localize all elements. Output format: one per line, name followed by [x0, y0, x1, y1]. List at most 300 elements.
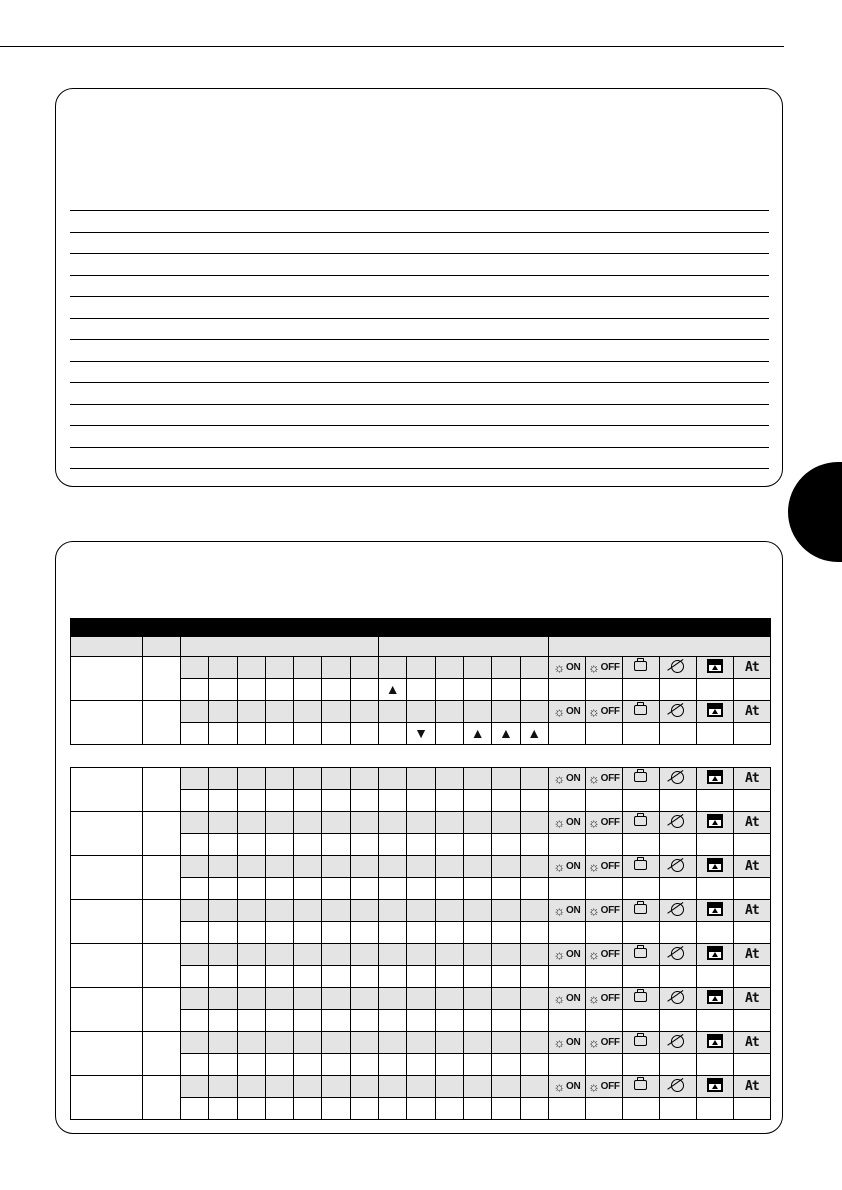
entry-cell[interactable] [322, 834, 350, 856]
entry-cell[interactable] [733, 790, 770, 812]
grid-cell[interactable] [492, 701, 520, 723]
grid-cell[interactable] [435, 944, 463, 966]
entry-cell[interactable] [585, 723, 622, 745]
grid-cell[interactable] [322, 944, 350, 966]
entry-cell[interactable] [520, 1010, 548, 1032]
grid-cell[interactable] [492, 768, 520, 790]
entry-cell[interactable] [585, 679, 622, 701]
grid-cell[interactable] [435, 1032, 463, 1054]
entry-number-cell[interactable] [143, 1076, 181, 1120]
entry-cell[interactable] [322, 790, 350, 812]
grid-cell[interactable] [492, 1032, 520, 1054]
entry-cell[interactable] [265, 1054, 293, 1076]
grid-cell[interactable] [265, 1076, 293, 1098]
entry-cell[interactable] [659, 834, 696, 856]
entry-cell[interactable] [350, 1054, 378, 1076]
grid-cell[interactable] [520, 701, 548, 723]
entry-cell[interactable] [585, 966, 622, 988]
entry-name-cell[interactable] [71, 944, 143, 988]
entry-cell[interactable] [350, 679, 378, 701]
entry-cell[interactable] [520, 679, 548, 701]
entry-cell[interactable] [622, 1054, 659, 1076]
entry-cell[interactable] [463, 723, 491, 745]
entry-cell[interactable] [379, 1098, 407, 1120]
grid-cell[interactable] [435, 812, 463, 834]
entry-cell[interactable] [350, 966, 378, 988]
grid-cell[interactable] [265, 812, 293, 834]
entry-cell[interactable] [350, 878, 378, 900]
entry-cell[interactable] [492, 834, 520, 856]
grid-cell[interactable] [322, 768, 350, 790]
entry-cell[interactable] [463, 679, 491, 701]
entry-name-cell[interactable] [71, 1032, 143, 1076]
entry-cell[interactable] [520, 922, 548, 944]
grid-cell[interactable] [209, 856, 237, 878]
grid-cell[interactable] [463, 812, 491, 834]
grid-cell[interactable] [322, 856, 350, 878]
entry-cell[interactable] [265, 723, 293, 745]
entry-cell[interactable] [322, 922, 350, 944]
entry-cell[interactable] [294, 966, 322, 988]
entry-cell[interactable] [435, 1054, 463, 1076]
grid-cell[interactable] [350, 944, 378, 966]
grid-cell[interactable] [237, 701, 265, 723]
entry-cell[interactable] [350, 1010, 378, 1032]
entry-cell[interactable] [520, 723, 548, 745]
entry-cell[interactable] [265, 878, 293, 900]
entry-cell[interactable] [548, 966, 585, 988]
entry-cell[interactable] [463, 966, 491, 988]
grid-cell[interactable] [379, 768, 407, 790]
entry-cell[interactable] [181, 1098, 209, 1120]
grid-cell[interactable] [407, 944, 435, 966]
grid-cell[interactable] [435, 701, 463, 723]
grid-cell[interactable] [209, 812, 237, 834]
entry-cell[interactable] [492, 878, 520, 900]
entry-cell[interactable] [209, 1098, 237, 1120]
entry-cell[interactable] [435, 1010, 463, 1032]
grid-cell[interactable] [350, 768, 378, 790]
grid-cell[interactable] [294, 1076, 322, 1098]
grid-cell[interactable] [237, 988, 265, 1010]
entry-cell[interactable] [520, 966, 548, 988]
entry-name-cell[interactable] [71, 768, 143, 812]
grid-cell[interactable] [209, 657, 237, 679]
entry-cell[interactable] [181, 790, 209, 812]
grid-cell[interactable] [209, 701, 237, 723]
grid-cell[interactable] [520, 856, 548, 878]
entry-cell[interactable] [181, 1054, 209, 1076]
grid-cell[interactable] [265, 988, 293, 1010]
entry-name-cell[interactable] [71, 856, 143, 900]
grid-cell[interactable] [379, 701, 407, 723]
entry-cell[interactable] [435, 1098, 463, 1120]
grid-cell[interactable] [407, 1076, 435, 1098]
entry-cell[interactable] [237, 1054, 265, 1076]
grid-cell[interactable] [209, 900, 237, 922]
grid-cell[interactable] [237, 1032, 265, 1054]
entry-cell[interactable] [548, 834, 585, 856]
entry-number-cell[interactable] [143, 812, 181, 856]
grid-cell[interactable] [209, 944, 237, 966]
entry-cell[interactable] [379, 679, 407, 701]
grid-cell[interactable] [322, 988, 350, 1010]
grid-cell[interactable] [435, 900, 463, 922]
entry-cell[interactable] [350, 723, 378, 745]
entry-cell[interactable] [265, 790, 293, 812]
entry-cell[interactable] [733, 966, 770, 988]
entry-cell[interactable] [548, 790, 585, 812]
grid-cell[interactable] [265, 1032, 293, 1054]
entry-cell[interactable] [520, 834, 548, 856]
entry-cell[interactable] [322, 1098, 350, 1120]
entry-cell[interactable] [322, 1010, 350, 1032]
grid-cell[interactable] [237, 768, 265, 790]
entry-cell[interactable] [350, 790, 378, 812]
entry-cell[interactable] [435, 679, 463, 701]
entry-number-cell[interactable] [143, 1032, 181, 1076]
entry-cell[interactable] [379, 966, 407, 988]
entry-name-cell[interactable] [71, 988, 143, 1032]
grid-cell[interactable] [350, 856, 378, 878]
entry-cell[interactable] [209, 834, 237, 856]
grid-cell[interactable] [463, 988, 491, 1010]
grid-cell[interactable] [520, 988, 548, 1010]
entry-cell[interactable] [181, 1010, 209, 1032]
entry-cell[interactable] [622, 679, 659, 701]
entry-cell[interactable] [585, 1010, 622, 1032]
grid-cell[interactable] [265, 657, 293, 679]
grid-cell[interactable] [520, 1032, 548, 1054]
grid-cell[interactable] [463, 1032, 491, 1054]
grid-cell[interactable] [181, 988, 209, 1010]
grid-cell[interactable] [463, 944, 491, 966]
grid-cell[interactable] [463, 657, 491, 679]
entry-cell[interactable] [407, 1098, 435, 1120]
entry-cell[interactable] [520, 790, 548, 812]
grid-cell[interactable] [407, 856, 435, 878]
entry-cell[interactable] [585, 878, 622, 900]
grid-cell[interactable] [463, 701, 491, 723]
entry-cell[interactable] [265, 1010, 293, 1032]
grid-cell[interactable] [407, 768, 435, 790]
entry-cell[interactable] [463, 878, 491, 900]
grid-cell[interactable] [350, 1076, 378, 1098]
entry-cell[interactable] [379, 834, 407, 856]
grid-cell[interactable] [520, 900, 548, 922]
entry-cell[interactable] [492, 679, 520, 701]
entry-cell[interactable] [492, 723, 520, 745]
entry-cell[interactable] [696, 1054, 733, 1076]
entry-cell[interactable] [622, 1098, 659, 1120]
entry-cell[interactable] [435, 878, 463, 900]
grid-cell[interactable] [350, 1032, 378, 1054]
entry-cell[interactable] [294, 878, 322, 900]
entry-cell[interactable] [733, 1098, 770, 1120]
entry-cell[interactable] [463, 790, 491, 812]
entry-cell[interactable] [435, 723, 463, 745]
entry-cell[interactable] [237, 679, 265, 701]
entry-cell[interactable] [696, 1010, 733, 1032]
entry-cell[interactable] [209, 1010, 237, 1032]
grid-cell[interactable] [322, 1032, 350, 1054]
grid-cell[interactable] [322, 900, 350, 922]
entry-cell[interactable] [520, 878, 548, 900]
grid-cell[interactable] [407, 812, 435, 834]
grid-cell[interactable] [237, 856, 265, 878]
entry-cell[interactable] [237, 1010, 265, 1032]
grid-cell[interactable] [379, 1032, 407, 1054]
entry-cell[interactable] [733, 679, 770, 701]
entry-cell[interactable] [407, 922, 435, 944]
entry-cell[interactable] [265, 834, 293, 856]
entry-cell[interactable] [520, 1098, 548, 1120]
entry-number-cell[interactable] [143, 856, 181, 900]
grid-cell[interactable] [379, 944, 407, 966]
grid-cell[interactable] [463, 856, 491, 878]
grid-cell[interactable] [265, 900, 293, 922]
entry-cell[interactable] [733, 1054, 770, 1076]
entry-cell[interactable] [548, 1054, 585, 1076]
grid-cell[interactable] [350, 701, 378, 723]
grid-cell[interactable] [379, 1076, 407, 1098]
grid-cell[interactable] [209, 1032, 237, 1054]
grid-cell[interactable] [463, 900, 491, 922]
grid-cell[interactable] [463, 1076, 491, 1098]
entry-cell[interactable] [237, 966, 265, 988]
entry-cell[interactable] [696, 1098, 733, 1120]
entry-name-cell[interactable] [71, 657, 143, 701]
grid-cell[interactable] [209, 768, 237, 790]
entry-cell[interactable] [659, 679, 696, 701]
entry-cell[interactable] [548, 679, 585, 701]
grid-cell[interactable] [435, 1076, 463, 1098]
entry-cell[interactable] [659, 1098, 696, 1120]
entry-cell[interactable] [659, 1010, 696, 1032]
grid-cell[interactable] [294, 900, 322, 922]
grid-cell[interactable] [237, 944, 265, 966]
grid-cell[interactable] [294, 988, 322, 1010]
grid-cell[interactable] [407, 900, 435, 922]
grid-cell[interactable] [350, 812, 378, 834]
entry-cell[interactable] [322, 878, 350, 900]
entry-cell[interactable] [492, 966, 520, 988]
grid-cell[interactable] [520, 657, 548, 679]
entry-cell[interactable] [696, 679, 733, 701]
entry-cell[interactable] [585, 1098, 622, 1120]
entry-cell[interactable] [435, 790, 463, 812]
entry-cell[interactable] [379, 878, 407, 900]
entry-cell[interactable] [350, 1098, 378, 1120]
grid-cell[interactable] [265, 944, 293, 966]
grid-cell[interactable] [492, 1076, 520, 1098]
entry-cell[interactable] [294, 679, 322, 701]
entry-cell[interactable] [209, 878, 237, 900]
grid-cell[interactable] [265, 768, 293, 790]
grid-cell[interactable] [435, 856, 463, 878]
grid-cell[interactable] [492, 900, 520, 922]
entry-cell[interactable] [463, 1098, 491, 1120]
grid-cell[interactable] [435, 988, 463, 1010]
entry-number-cell[interactable] [143, 701, 181, 745]
grid-cell[interactable] [237, 900, 265, 922]
entry-cell[interactable] [209, 966, 237, 988]
grid-cell[interactable] [322, 701, 350, 723]
entry-number-cell[interactable] [143, 988, 181, 1032]
entry-cell[interactable] [350, 922, 378, 944]
grid-cell[interactable] [379, 657, 407, 679]
entry-cell[interactable] [294, 1054, 322, 1076]
grid-cell[interactable] [350, 988, 378, 1010]
grid-cell[interactable] [294, 701, 322, 723]
entry-cell[interactable] [209, 790, 237, 812]
grid-cell[interactable] [350, 657, 378, 679]
entry-cell[interactable] [696, 922, 733, 944]
grid-cell[interactable] [407, 1032, 435, 1054]
entry-cell[interactable] [209, 723, 237, 745]
grid-cell[interactable] [265, 701, 293, 723]
entry-cell[interactable] [265, 966, 293, 988]
entry-cell[interactable] [585, 922, 622, 944]
grid-cell[interactable] [379, 988, 407, 1010]
entry-cell[interactable] [294, 1098, 322, 1120]
grid-cell[interactable] [237, 1076, 265, 1098]
entry-cell[interactable] [659, 878, 696, 900]
grid-cell[interactable] [294, 812, 322, 834]
entry-cell[interactable] [659, 723, 696, 745]
entry-cell[interactable] [237, 790, 265, 812]
entry-cell[interactable] [379, 1054, 407, 1076]
entry-cell[interactable] [622, 922, 659, 944]
entry-cell[interactable] [622, 790, 659, 812]
entry-cell[interactable] [407, 679, 435, 701]
entry-cell[interactable] [379, 790, 407, 812]
entry-cell[interactable] [492, 922, 520, 944]
grid-cell[interactable] [181, 944, 209, 966]
entry-cell[interactable] [322, 723, 350, 745]
entry-cell[interactable] [265, 1098, 293, 1120]
grid-cell[interactable] [265, 856, 293, 878]
entry-cell[interactable] [696, 790, 733, 812]
entry-cell[interactable] [622, 966, 659, 988]
entry-cell[interactable] [548, 1098, 585, 1120]
entry-cell[interactable] [435, 922, 463, 944]
entry-cell[interactable] [350, 834, 378, 856]
entry-cell[interactable] [379, 922, 407, 944]
entry-cell[interactable] [463, 922, 491, 944]
entry-cell[interactable] [463, 1054, 491, 1076]
grid-cell[interactable] [435, 657, 463, 679]
entry-cell[interactable] [733, 723, 770, 745]
entry-cell[interactable] [407, 878, 435, 900]
entry-cell[interactable] [209, 679, 237, 701]
entry-number-cell[interactable] [143, 657, 181, 701]
entry-cell[interactable] [294, 922, 322, 944]
entry-cell[interactable] [492, 1098, 520, 1120]
entry-cell[interactable] [181, 679, 209, 701]
entry-cell[interactable] [322, 966, 350, 988]
entry-cell[interactable] [407, 723, 435, 745]
grid-cell[interactable] [294, 944, 322, 966]
entry-cell[interactable] [407, 1010, 435, 1032]
entry-cell[interactable] [322, 679, 350, 701]
entry-cell[interactable] [696, 878, 733, 900]
entry-cell[interactable] [548, 922, 585, 944]
entry-cell[interactable] [209, 922, 237, 944]
grid-cell[interactable] [237, 657, 265, 679]
grid-cell[interactable] [350, 900, 378, 922]
grid-cell[interactable] [181, 900, 209, 922]
entry-cell[interactable] [407, 790, 435, 812]
entry-cell[interactable] [181, 878, 209, 900]
entry-cell[interactable] [463, 834, 491, 856]
entry-cell[interactable] [659, 1054, 696, 1076]
grid-cell[interactable] [435, 768, 463, 790]
entry-cell[interactable] [181, 922, 209, 944]
grid-cell[interactable] [181, 1076, 209, 1098]
entry-cell[interactable] [733, 878, 770, 900]
entry-cell[interactable] [548, 878, 585, 900]
grid-cell[interactable] [492, 988, 520, 1010]
entry-cell[interactable] [435, 966, 463, 988]
entry-number-cell[interactable] [143, 944, 181, 988]
entry-cell[interactable] [322, 1054, 350, 1076]
grid-cell[interactable] [294, 1032, 322, 1054]
entry-cell[interactable] [209, 1054, 237, 1076]
grid-cell[interactable] [209, 1076, 237, 1098]
grid-cell[interactable] [209, 988, 237, 1010]
grid-cell[interactable] [322, 1076, 350, 1098]
entry-cell[interactable] [407, 1054, 435, 1076]
grid-cell[interactable] [407, 701, 435, 723]
entry-cell[interactable] [548, 723, 585, 745]
entry-cell[interactable] [379, 723, 407, 745]
entry-cell[interactable] [696, 723, 733, 745]
grid-cell[interactable] [181, 701, 209, 723]
entry-cell[interactable] [733, 1010, 770, 1032]
entry-cell[interactable] [548, 1010, 585, 1032]
grid-cell[interactable] [294, 768, 322, 790]
grid-cell[interactable] [181, 768, 209, 790]
grid-cell[interactable] [492, 856, 520, 878]
entry-cell[interactable] [435, 834, 463, 856]
entry-cell[interactable] [622, 1010, 659, 1032]
grid-cell[interactable] [463, 768, 491, 790]
grid-cell[interactable] [181, 856, 209, 878]
entry-cell[interactable] [520, 1054, 548, 1076]
entry-name-cell[interactable] [71, 900, 143, 944]
grid-cell[interactable] [181, 657, 209, 679]
entry-cell[interactable] [181, 834, 209, 856]
grid-cell[interactable] [322, 657, 350, 679]
entry-cell[interactable] [237, 922, 265, 944]
entry-number-cell[interactable] [143, 900, 181, 944]
grid-cell[interactable] [379, 812, 407, 834]
entry-cell[interactable] [294, 790, 322, 812]
entry-name-cell[interactable] [71, 812, 143, 856]
grid-cell[interactable] [492, 657, 520, 679]
entry-cell[interactable] [733, 922, 770, 944]
entry-name-cell[interactable] [71, 701, 143, 745]
grid-cell[interactable] [520, 768, 548, 790]
grid-cell[interactable] [520, 944, 548, 966]
entry-cell[interactable] [181, 966, 209, 988]
entry-cell[interactable] [237, 878, 265, 900]
grid-cell[interactable] [520, 1076, 548, 1098]
entry-cell[interactable] [407, 966, 435, 988]
entry-cell[interactable] [659, 922, 696, 944]
grid-cell[interactable] [492, 944, 520, 966]
